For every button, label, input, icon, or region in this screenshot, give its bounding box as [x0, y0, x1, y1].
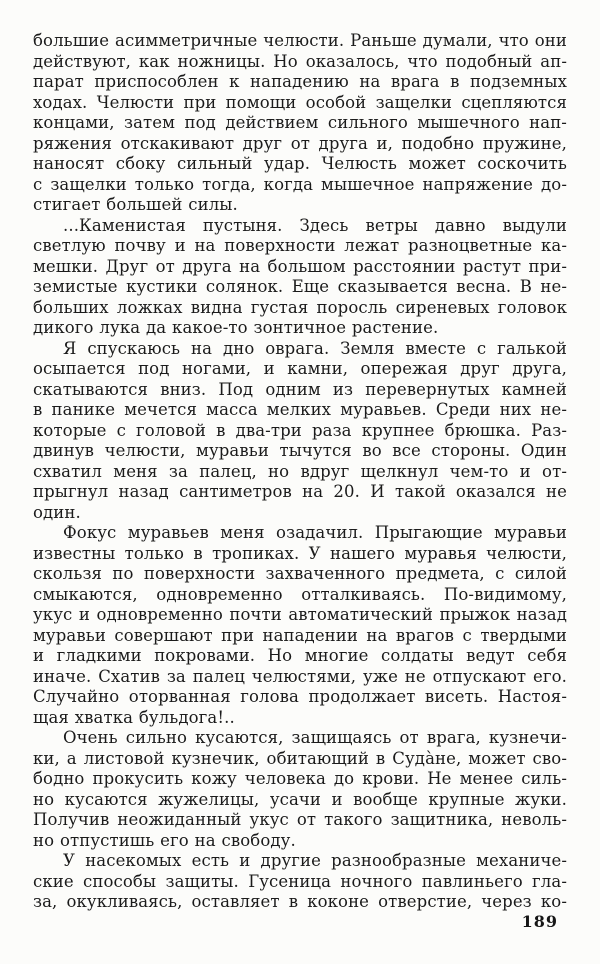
text-line: но кусаются жужелицы, усачи и вообще крупные жуки.: [33, 789, 567, 809]
text-line: ходах. Челюсти при помощи особой защелки сцепляются: [33, 92, 567, 112]
text-line: Я спускаюсь на дно оврага. Земля вместе с галькой: [63, 338, 567, 358]
text-line: действуют, как ножницы. Но оказалось, что подобный ап-: [33, 51, 567, 71]
text-line: ские способы защиты. Гусеница ночного павлиньего гла-: [33, 871, 567, 891]
text-line: мешки. Друг от друга на большом расстоянии растут при-: [33, 256, 567, 276]
page-number: 189: [521, 912, 558, 931]
text-line: концами, затем под действием сильного мышечного нап-: [33, 113, 567, 132]
text-line: больших ложках видна густая поросль сиреневых головок: [33, 297, 567, 317]
text-line: ки, а листовой кузнечик, обитающий в Суда̀не, может сво-: [33, 748, 567, 768]
text-line: стигает большей силы.: [33, 195, 238, 214]
text-line: парат приспособлен к нападению на врага в подземных: [33, 72, 567, 91]
text-line: и гладкими покровами. Но многие солдаты ведут себя: [33, 646, 567, 665]
text-line: Очень сильно кусаются, защищаясь от врага, кузнечи-: [63, 728, 567, 747]
text-line: бодно прокусить кожу человека до крови. Не менее силь-: [33, 769, 567, 788]
text-line: один.: [33, 502, 81, 522]
text-line: муравьи совершают при нападении на врагов с твердыми: [33, 625, 567, 645]
text-line: щая хватка бульдога!..: [33, 707, 235, 727]
text-line: двинув челюсти, муравьи тычутся во все стороны. Один: [33, 441, 567, 460]
text-line: ...Каменистая пустыня. Здесь ветры давно выдули: [63, 215, 567, 235]
text-line: укус и одновременно почти автоматический прыжок назад: [33, 605, 567, 624]
text-line: скатываются вниз. Под одним из перевернутых камней: [33, 379, 567, 399]
text-line: осыпается под ногами, и камни, опережая друг друга,: [33, 359, 567, 378]
text-line: но отпустишь его на свободу.: [33, 830, 296, 850]
text-line: которые с головой в два-три раза крупнее брюшка. Раз-: [33, 420, 567, 440]
text-line: иначе. Схатив за палец челюстями, уже не отпускают его.: [33, 666, 567, 686]
text-line: прыгнул назад сантиметров на 20. И такой оказался не: [33, 482, 567, 501]
text-line: светлую почву и на поверхности лежат разноцветные ка-: [33, 236, 567, 255]
text-line: дикого лука да какое-то зонтичное растение.: [33, 318, 439, 337]
text-line: наносят сбоку сильный удар. Челюсть может соскочить: [33, 154, 567, 173]
text-line: смыкаются, одновременно отталкиваясь. По-видимому,: [33, 584, 567, 604]
text-line: в панике мечется масса мелких муравьев. Среди них не-: [33, 400, 567, 419]
text-line: Фокус муравьев меня озадачил. Прыгающие муравьи: [63, 523, 567, 542]
text-line: большие асимметричные челюсти. Раньше думали, что они: [33, 31, 567, 50]
text-line: за, окукливаясь, оставляет в коконе отверстие, через ко-: [33, 892, 567, 911]
text-line: с защелки только тогда, когда мышечное напряжение до-: [33, 174, 567, 194]
text-line: земистые кустики солянок. Еще сказывается весна. В не-: [33, 277, 567, 296]
text-line: ряжения отскакивают друг от друга и, подобно пружине,: [33, 133, 567, 153]
text-line: схватил меня за палец, но вдруг щелкнул чем-то и от-: [33, 461, 567, 481]
text-line: Случайно оторванная голова продолжает висеть. Настоя-: [33, 687, 567, 706]
text-block: [33, 31, 567, 913]
text-line: Получив неожиданный укус от такого защитника, неволь-: [33, 810, 567, 829]
text-line: известны только в тропиках. У нашего муравья челюсти,: [33, 543, 567, 563]
text-line: скользя по поверхности захваченного предмета, с силой: [33, 564, 567, 583]
text-line: У насекомых есть и другие разнообразные механиче-: [63, 851, 567, 870]
